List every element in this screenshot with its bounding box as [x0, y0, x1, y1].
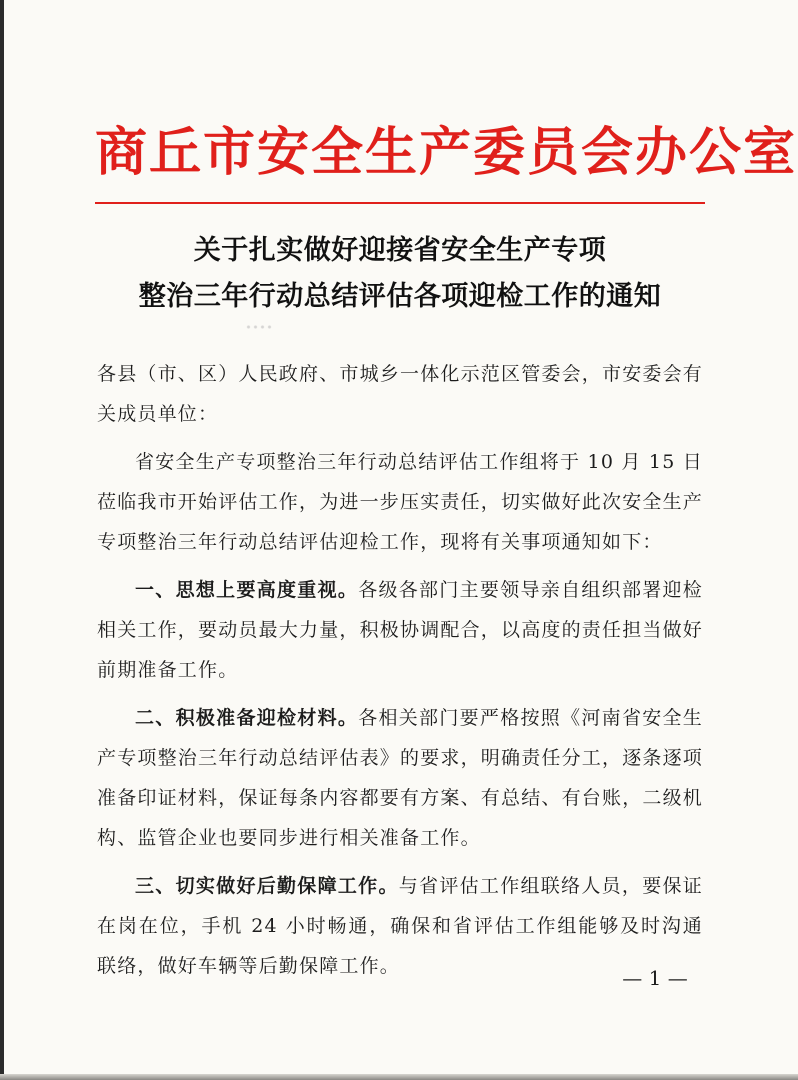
scan-edge-bottom — [0, 1074, 798, 1080]
item-heading-3: 三、切实做好后勤保障工作。 — [135, 875, 399, 897]
item-paragraph-2 — [97, 698, 703, 858]
issuing-office-header: 商丘市安全生产委员会办公室 — [95, 122, 798, 183]
page-number: — 1 — — [622, 966, 688, 990]
scan-speck — [245, 325, 273, 329]
intro-paragraph: 省安全生产专项整治三年行动总结评估工作组将于 10 月 15 日莅临我市开始评估工作，为进一步压实责任，切实做好此次安全生产专项整治三年行动总结评估迎检工作，现将有关事项通知如下： — [97, 451, 704, 553]
document-title-line-1: 关于扎实做好迎接省安全生产专项 — [193, 235, 607, 266]
header-red-rule — [95, 202, 705, 204]
item-heading-2: 二、积极准备迎检材料。 — [135, 707, 359, 729]
item-paragraph-1 — [97, 570, 703, 690]
salutation: 各县（市、区）人民政府、市城乡一体化示范区管委会，市安委会有关成员单位： — [97, 363, 704, 425]
item-text-1: 各级各部门主要领导亲自组织部署迎检相关工作，要动员最大力量，积极协调配合，以高度的责任担当做好前期准备工作。 — [97, 579, 704, 681]
item-text-3: 与省评估工作组联络人员，要保证在岗在位，手机 24 小时畅通，确保和省评估工作组能够及时沟通联络，做好车辆等后勤保障工作。 — [97, 875, 703, 977]
document-title — [80, 228, 720, 320]
document-body — [97, 354, 703, 994]
item-text-2: 各相关部门要严格按照《河南省安全生产专项整治三年行动总结评估表》的要求，明确责任分工，逐条逐项准备印证材料，保证每条内容都要有方案、有总结、有台账，二级机构、监管企业也要同步进行相关准备工作。 — [97, 707, 704, 849]
document-title-line-2: 整治三年行动总结评估各项迎检工作的通知 — [138, 281, 662, 312]
scan-edge-left — [0, 0, 4, 1080]
item-heading-1: 一、思想上要高度重视。 — [135, 579, 359, 601]
